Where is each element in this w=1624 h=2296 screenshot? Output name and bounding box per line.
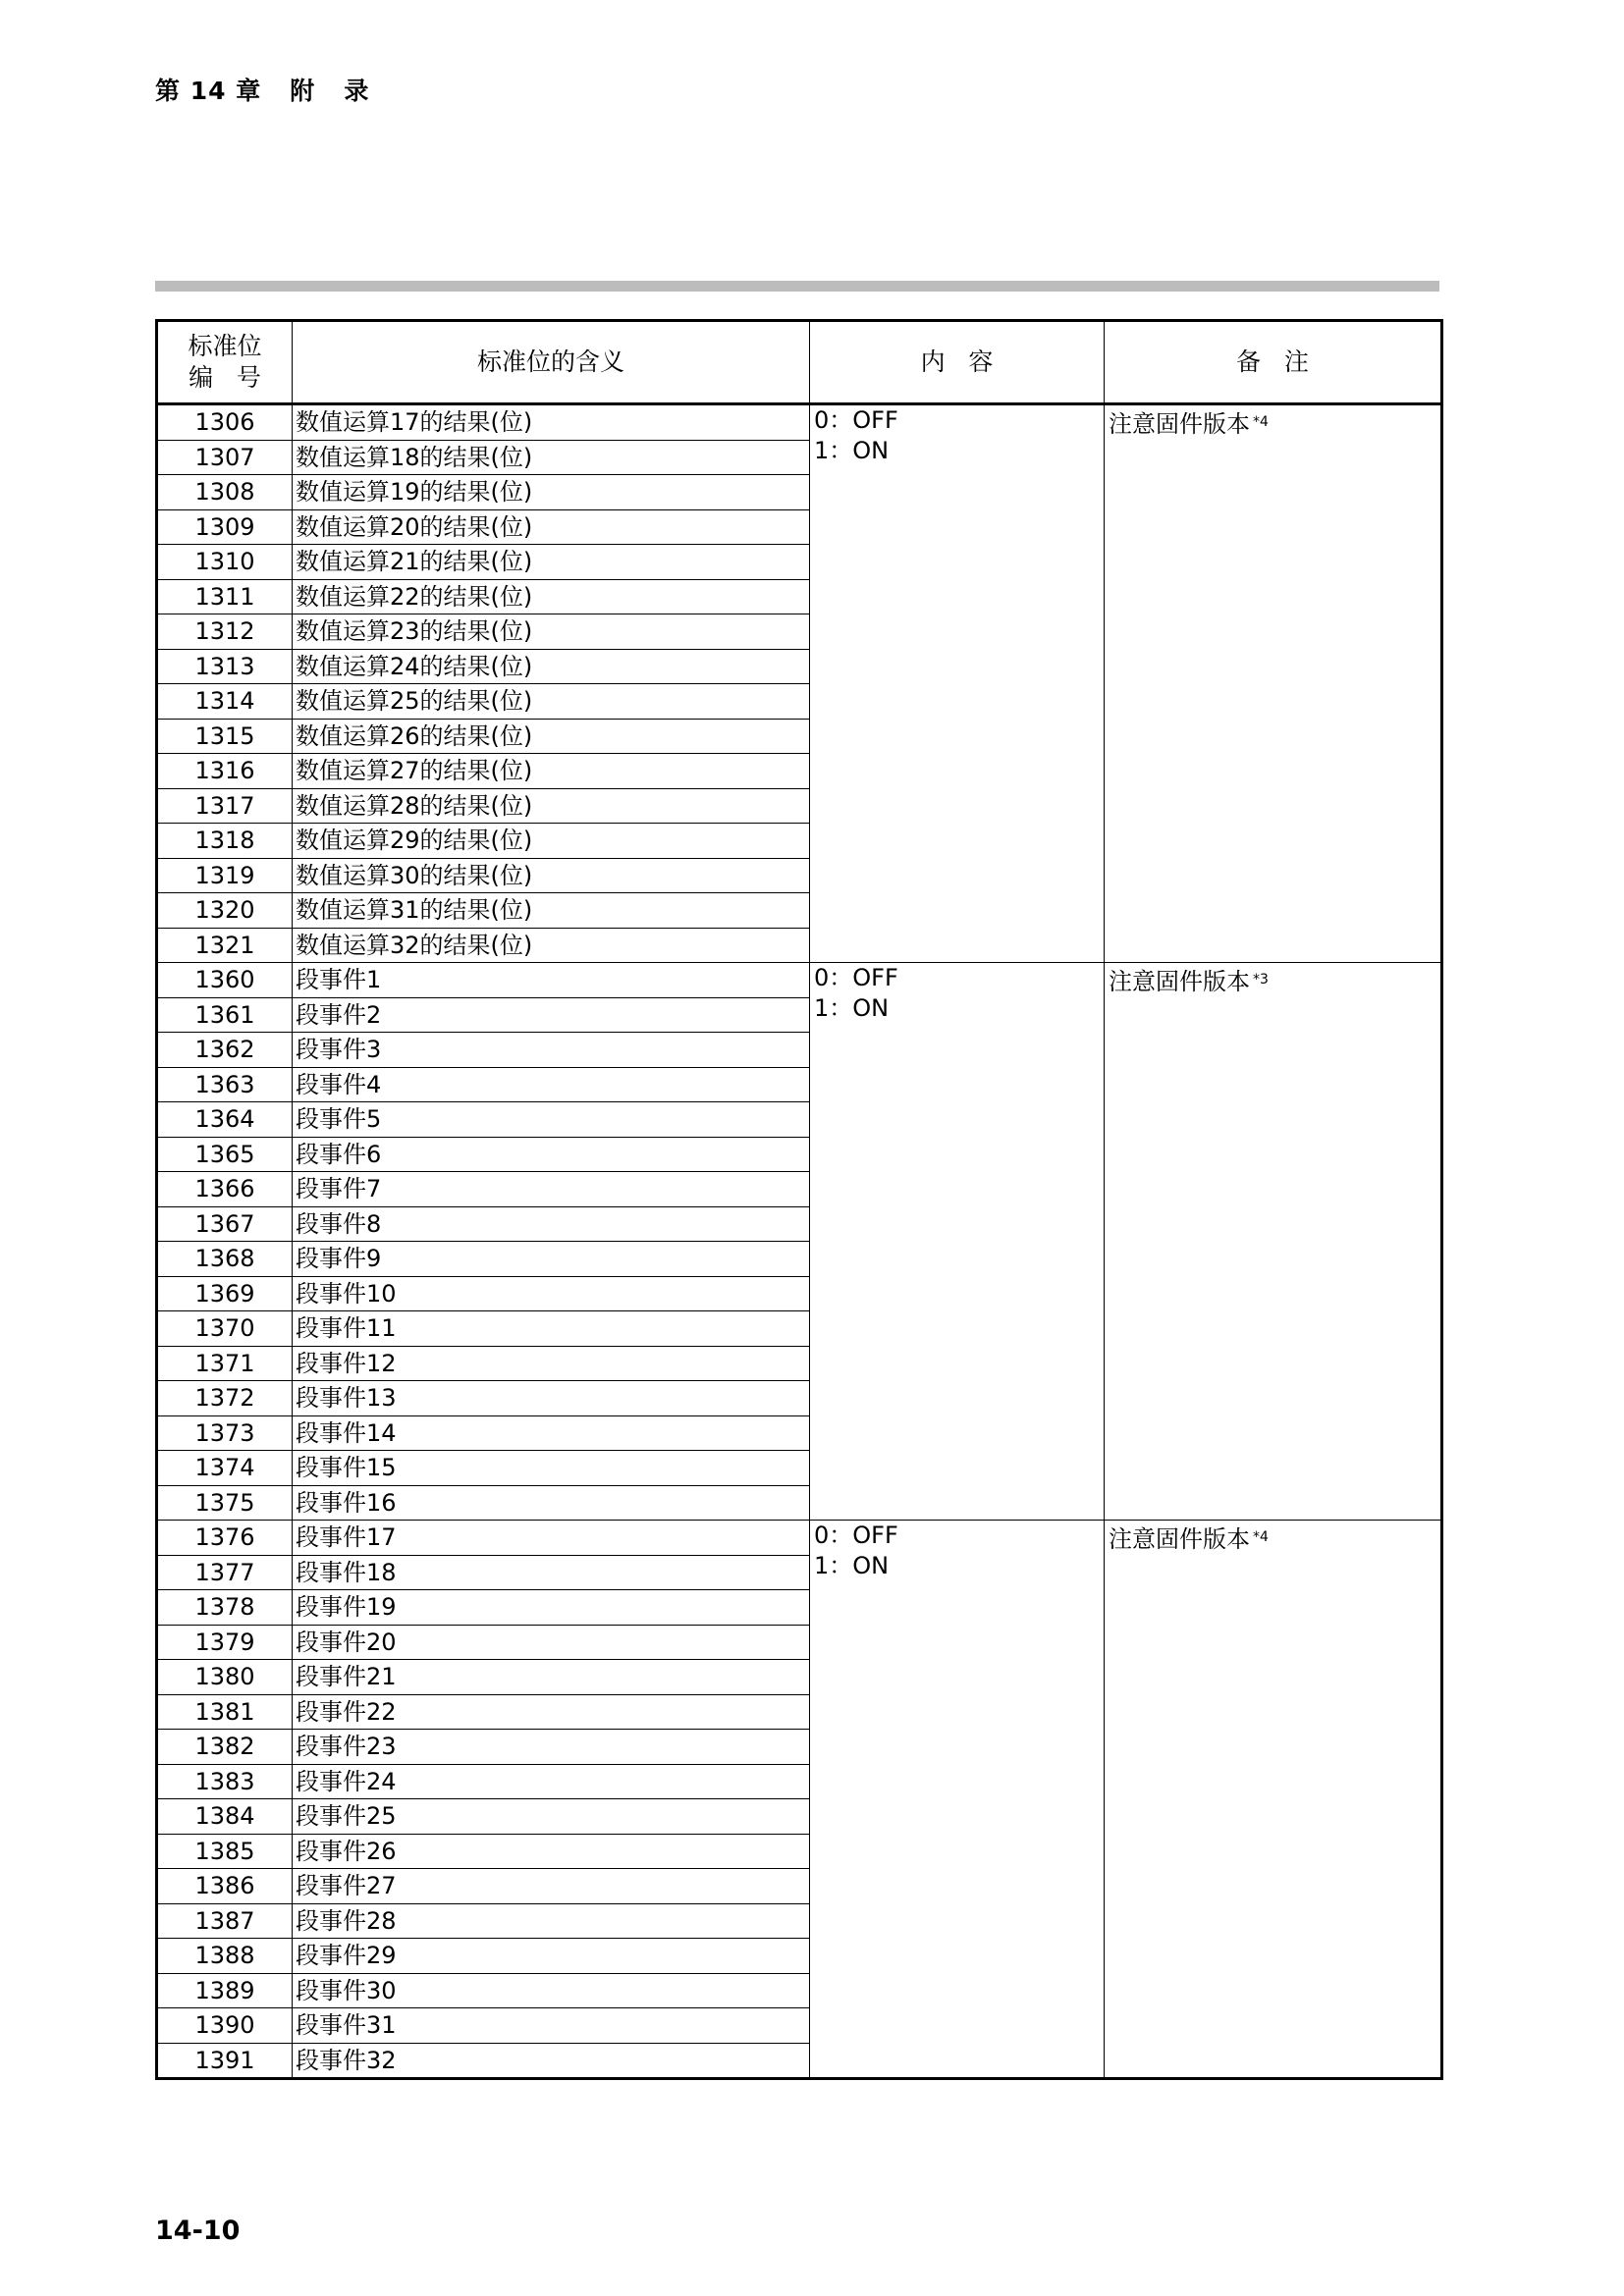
bit-number-cell: 1384 — [157, 1799, 293, 1835]
content-line: 0：OFF — [814, 1522, 898, 1549]
bit-number-cell: 1307 — [157, 440, 293, 475]
standard-bit-table — [155, 319, 1443, 2080]
bit-meaning-cell: 数值运算19的结果(位) — [293, 475, 810, 510]
bit-number-cell: 1360 — [157, 963, 293, 998]
bit-meaning-cell: 数值运算32的结果(位) — [293, 928, 810, 963]
bit-number-cell: 1310 — [157, 545, 293, 580]
bit-meaning-cell: 数值运算23的结果(位) — [293, 614, 810, 650]
bit-number-cell: 1317 — [157, 788, 293, 824]
content-line: 1：ON — [814, 437, 890, 464]
bit-meaning-cell: 数值运算18的结果(位) — [293, 440, 810, 475]
bit-number-cell: 1320 — [157, 893, 293, 929]
bit-number-cell: 1383 — [157, 1764, 293, 1799]
note-cell — [1105, 963, 1442, 1521]
bit-meaning-cell: 段事件27 — [293, 1869, 810, 1904]
bit-number-cell: 1379 — [157, 1625, 293, 1660]
bit-number-cell: 1373 — [157, 1415, 293, 1451]
note-footnote-marker: *4 — [1253, 414, 1269, 430]
bit-number-cell: 1374 — [157, 1451, 293, 1486]
bit-number-cell: 1318 — [157, 824, 293, 859]
bit-number-cell: 1316 — [157, 754, 293, 789]
bit-meaning-cell: 段事件21 — [293, 1660, 810, 1695]
note-footnote-marker: *3 — [1253, 972, 1269, 988]
note-text: 注意固件版本 — [1109, 1525, 1250, 1553]
bit-number-cell: 1315 — [157, 719, 293, 754]
content-line: 1：ON — [814, 1552, 890, 1579]
bit-meaning-cell: 段事件15 — [293, 1451, 810, 1486]
bit-number-cell: 1387 — [157, 1903, 293, 1939]
bit-number-cell: 1376 — [157, 1521, 293, 1556]
bit-meaning-cell: 段事件6 — [293, 1137, 810, 1172]
bit-number-cell: 1382 — [157, 1730, 293, 1765]
bit-meaning-cell: 数值运算20的结果(位) — [293, 509, 810, 545]
page-number: 14-10 — [155, 2216, 241, 2246]
bit-number-cell: 1377 — [157, 1555, 293, 1590]
note-text: 注意固件版本 — [1109, 968, 1250, 995]
bit-number-cell: 1370 — [157, 1311, 293, 1347]
section-divider — [155, 281, 1439, 292]
bit-meaning-cell: 段事件22 — [293, 1694, 810, 1730]
bit-number-cell: 1368 — [157, 1242, 293, 1277]
header-bit-number — [157, 321, 293, 404]
bit-meaning-cell: 数值运算17的结果(位) — [293, 404, 810, 441]
bit-number-cell: 1375 — [157, 1485, 293, 1521]
bit-meaning-cell: 段事件24 — [293, 1764, 810, 1799]
bit-meaning-cell: 段事件13 — [293, 1381, 810, 1416]
bit-number-cell: 1371 — [157, 1346, 293, 1381]
bit-number-cell: 1380 — [157, 1660, 293, 1695]
bit-number-cell: 1362 — [157, 1033, 293, 1068]
bit-meaning-cell: 数值运算27的结果(位) — [293, 754, 810, 789]
bit-number-cell: 1313 — [157, 649, 293, 684]
table-header-row — [157, 321, 1442, 404]
bit-number-cell: 1365 — [157, 1137, 293, 1172]
bit-meaning-cell: 数值运算24的结果(位) — [293, 649, 810, 684]
bit-meaning-cell: 段事件10 — [293, 1276, 810, 1311]
bit-meaning-cell: 段事件5 — [293, 1102, 810, 1138]
bit-meaning-cell: 段事件30 — [293, 1973, 810, 2008]
chapter-title: 第 14 章 附 录 — [155, 77, 370, 105]
bit-meaning-cell: 段事件20 — [293, 1625, 810, 1660]
bit-meaning-cell: 数值运算28的结果(位) — [293, 788, 810, 824]
bit-number-cell: 1312 — [157, 614, 293, 650]
bit-meaning-cell: 段事件9 — [293, 1242, 810, 1277]
table-row — [157, 404, 1442, 441]
bit-number-cell: 1385 — [157, 1834, 293, 1869]
bit-meaning-cell: 段事件12 — [293, 1346, 810, 1381]
bit-meaning-cell: 段事件11 — [293, 1311, 810, 1347]
bit-number-cell: 1306 — [157, 404, 293, 441]
bit-number-cell: 1308 — [157, 475, 293, 510]
bit-number-cell: 1311 — [157, 579, 293, 614]
header-note: 备 注 — [1105, 321, 1442, 404]
note-footnote-marker: *4 — [1253, 1529, 1269, 1545]
bit-number-cell: 1391 — [157, 2043, 293, 2079]
bit-meaning-cell: 段事件23 — [293, 1730, 810, 1765]
bit-number-cell: 1389 — [157, 1973, 293, 2008]
table-body — [157, 404, 1442, 2079]
bit-meaning-cell: 段事件16 — [293, 1485, 810, 1521]
bit-number-cell: 1390 — [157, 2008, 293, 2044]
header-bit-number-line1: 标准位 — [188, 332, 262, 360]
bit-number-cell: 1314 — [157, 684, 293, 720]
bit-meaning-cell: 段事件2 — [293, 997, 810, 1033]
bit-meaning-cell: 数值运算21的结果(位) — [293, 545, 810, 580]
note-cell — [1105, 404, 1442, 963]
header-bit-number-line2: 编 号 — [189, 363, 261, 392]
table-row — [157, 963, 1442, 998]
bit-number-cell: 1369 — [157, 1276, 293, 1311]
bit-number-cell: 1367 — [157, 1206, 293, 1242]
bit-number-cell: 1378 — [157, 1590, 293, 1626]
bit-meaning-cell: 段事件7 — [293, 1172, 810, 1207]
bit-number-cell: 1386 — [157, 1869, 293, 1904]
content-line: 1：ON — [814, 994, 890, 1022]
bit-number-cell: 1366 — [157, 1172, 293, 1207]
bit-meaning-cell: 段事件19 — [293, 1590, 810, 1626]
bit-meaning-cell: 段事件4 — [293, 1067, 810, 1102]
bit-meaning-cell: 段事件8 — [293, 1206, 810, 1242]
bit-meaning-cell: 段事件14 — [293, 1415, 810, 1451]
bit-meaning-cell: 段事件31 — [293, 2008, 810, 2044]
bit-meaning-cell: 数值运算29的结果(位) — [293, 824, 810, 859]
bit-number-cell: 1321 — [157, 928, 293, 963]
note-cell — [1105, 1521, 1442, 2079]
bit-meaning-cell: 段事件25 — [293, 1799, 810, 1835]
bit-meaning-cell: 段事件18 — [293, 1555, 810, 1590]
bit-meaning-cell: 段事件3 — [293, 1033, 810, 1068]
bit-number-cell: 1309 — [157, 509, 293, 545]
bit-number-cell: 1388 — [157, 1939, 293, 1974]
content-line: 0：OFF — [814, 964, 898, 991]
note-text: 注意固件版本 — [1109, 410, 1250, 438]
bit-meaning-cell: 数值运算30的结果(位) — [293, 858, 810, 893]
bit-meaning-cell: 数值运算22的结果(位) — [293, 579, 810, 614]
content-cell — [810, 963, 1105, 1521]
bit-number-cell: 1372 — [157, 1381, 293, 1416]
table-row — [157, 1521, 1442, 1556]
bit-meaning-cell: 数值运算25的结果(位) — [293, 684, 810, 720]
bit-meaning-cell: 段事件1 — [293, 963, 810, 998]
bit-number-cell: 1364 — [157, 1102, 293, 1138]
content-cell — [810, 404, 1105, 963]
content-line: 0：OFF — [814, 406, 898, 434]
bit-meaning-cell: 数值运算31的结果(位) — [293, 893, 810, 929]
bit-number-cell: 1381 — [157, 1694, 293, 1730]
bit-meaning-cell: 段事件17 — [293, 1521, 810, 1556]
content-cell — [810, 1521, 1105, 2079]
bit-meaning-cell: 段事件28 — [293, 1903, 810, 1939]
bit-meaning-cell: 段事件29 — [293, 1939, 810, 1974]
bit-number-cell: 1361 — [157, 997, 293, 1033]
bit-number-cell: 1363 — [157, 1067, 293, 1102]
bit-meaning-cell: 数值运算26的结果(位) — [293, 719, 810, 754]
bit-meaning-cell: 段事件32 — [293, 2043, 810, 2079]
bit-number-cell: 1319 — [157, 858, 293, 893]
header-meaning: 标准位的含义 — [293, 321, 810, 404]
bit-meaning-cell: 段事件26 — [293, 1834, 810, 1869]
header-content: 内 容 — [810, 321, 1105, 404]
